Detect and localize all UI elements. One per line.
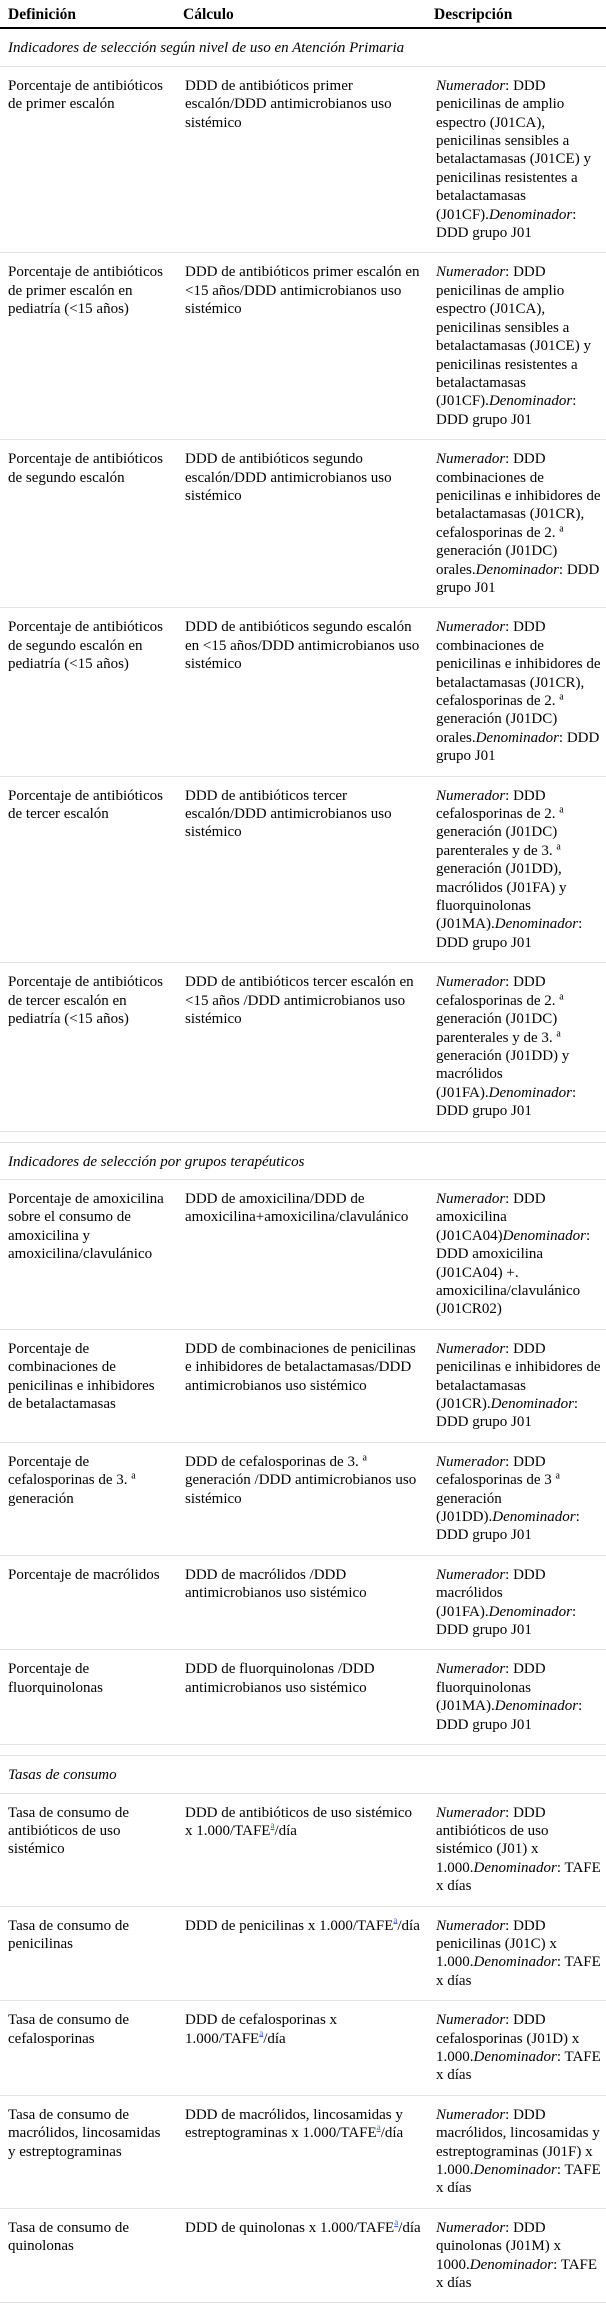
table-row — [0, 1650, 606, 1745]
numerador-label: Numerador — [436, 1804, 506, 1821]
table-row — [0, 1329, 606, 1442]
denominador-label: Denominador — [475, 729, 559, 746]
denominador-text: DDD amoxicilina (J01CA04) +. amoxicilina/clavulánico (J01CR02) — [436, 1246, 581, 1318]
section-title: Indicadores de selección según nivel de uso en Atención Primaria — [0, 28, 606, 66]
denominador-text: TAFE x días — [436, 2256, 598, 2292]
description-cell: Numerador: DDD cefalosporinas (J01D) x 1.000.Denominador: TAFE x días — [426, 2001, 606, 2096]
numerador-text: DDD macrólidos, lincosamidas y estreptograminas (J01F) x 1.000. — [436, 2106, 600, 2178]
numerador-text: DDD penicilinas e inhibidores de betalactamasas (J01CR). — [436, 1340, 601, 1412]
calculation-text: /día — [274, 1822, 297, 1839]
definition-cell: Porcentaje de fluorquinolonas — [0, 1650, 175, 1745]
numerador-text: generación (J01DD), macrólidos (J01FA) y fluorquinolonas (J01MA). — [436, 861, 567, 933]
calculation-cell: DDD de combinaciones de penicilinas e inhibidores de betalactamasas/DDD antimicrobianos uso sistémico — [175, 1329, 426, 1442]
table-row — [0, 253, 606, 440]
denominador-label: Denominador — [494, 916, 579, 933]
definition-text: Porcentaje de cefalosporinas de 3. — [8, 1453, 128, 1489]
description-cell: Numerador: DDD penicilinas de amplio espectro (J01CA), penicilinas sensibles a betalactamasas (J01CE) y penicilinas resistentes a betalactamasas (J01CF).Denominador: DDD grupo J01 — [426, 253, 606, 440]
table-row — [0, 1555, 606, 1650]
numerador-text: generación (J01DD) y macrólidos (J01FA). — [436, 1047, 570, 1101]
table-row — [0, 440, 606, 608]
numerador-label: Numerador — [436, 264, 506, 281]
denominador-text: DDD grupo J01 — [436, 1527, 532, 1544]
section-title: Indicadores de selección por grupos terapéuticos — [0, 1142, 606, 1179]
denominador-label: Denominador — [488, 1084, 572, 1101]
definition-cell: Tasa de consumo de antibióticos de uso sistémico — [0, 1793, 175, 1906]
calculation-cell: DDD de macrólidos /DDD antimicrobianos uso sistémico — [175, 1555, 426, 1650]
section-spacer — [0, 1745, 606, 1756]
numerador-text: DDD combinaciones de penicilinas e inhibidores de betalactamasas (J01CR), cefalosporinas de 2. — [436, 451, 601, 541]
numerador-text: DDD penicilinas (J01C) x 1.000. — [436, 1917, 557, 1971]
superscript-a: a — [559, 991, 564, 1003]
definition-cell: Porcentaje de antibióticos de segundo escalón — [0, 440, 175, 608]
calculation-cell: DDD de fluorquinolonas /DDD antimicrobianos uso sistémico — [175, 1650, 426, 1745]
table-header-row — [0, 0, 606, 28]
footnote-link[interactable]: a — [393, 1914, 398, 1925]
numerador-text: generación (J01DC) parenterales y de 3. — [436, 824, 558, 859]
definition-cell: Porcentaje de macrólidos — [0, 1555, 175, 1650]
definition-cell: Porcentaje de combinaciones de penicilinas e inhibidores de betalactamasas — [0, 1329, 175, 1442]
header-calculo: Cálculo — [175, 0, 426, 28]
numerador-text: generación (J01DC) parenterales y de 3. — [436, 1011, 558, 1046]
table-row — [0, 2208, 606, 2303]
denominador-label: Denominador — [473, 1859, 557, 1876]
numerador-label: Numerador — [436, 974, 506, 991]
calculation-text: DDD de antibióticos de uso sistémico x 1.000/TAFE — [185, 1804, 413, 1839]
definition-cell: Porcentaje de antibióticos de primer escalón — [0, 66, 175, 253]
description-cell: Numerador: DDD quinolonas (J01M) x 1000.Denominador: TAFE x días — [426, 2208, 606, 2303]
numerador-label: Numerador — [436, 1917, 506, 1934]
description-cell: Numerador: DDD penicilinas de amplio espectro (J01CA), penicilinas sensibles a betalactamasas (J01CE) y penicilinas resistentes a betalactamasas (J01CF).Denominador: DDD grupo J01 — [426, 66, 606, 253]
numerador-text: DDD fluorquinolonas (J01MA). — [436, 1661, 546, 1715]
denominador-text: DDD grupo J01 — [436, 1103, 532, 1120]
table-row — [0, 1906, 606, 2001]
numerador-label: Numerador — [436, 1566, 506, 1583]
denominador-text: DDD grupo J01 — [436, 729, 600, 765]
denominador-text: DDD grupo J01 — [436, 225, 532, 242]
definition-cell: Porcentaje de amoxicilina sobre el consumo de amoxicilina y amoxicilina/clavulánico — [0, 1179, 175, 1329]
denominador-text: DDD grupo J01 — [436, 561, 600, 596]
numerador-text: DDD penicilinas de amplio espectro (J01CA), penicilinas sensibles a betalactamasas (J01CE) y penicilinas resistentes a betalactamasas (J01CF). — [436, 77, 591, 223]
calculation-cell — [175, 2095, 426, 2208]
calculation-text: /día — [263, 2030, 286, 2047]
definition-cell: Porcentaje de antibióticos de primer escalón en pediatría (<15 años) — [0, 253, 175, 440]
denominador-label: Denominador — [502, 1227, 586, 1244]
table-row — [0, 2001, 606, 2096]
description-cell: Numerador: DDD macrólidos, lincosamidas y estreptograminas (J01F) x 1.000.Denominador: TAFE x días — [426, 2095, 606, 2208]
denominador-label: Denominador — [488, 1603, 572, 1620]
denominador-text: TAFE x días — [436, 1954, 601, 1989]
definition-cell: Porcentaje de antibióticos de segundo escalón en pediatría (<15 años) — [0, 608, 175, 776]
superscript-a: a — [555, 1470, 560, 1482]
numerador-label: Numerador — [436, 619, 506, 636]
numerador-text: DDD cefalosporinas de 2. — [436, 974, 556, 1009]
header-descripcion: Descripción — [426, 0, 606, 28]
calculation-cell: DDD de antibióticos primer escalón en <15 años/DDD antimicrobianos uso sistémico — [175, 253, 426, 440]
spacer-cell — [0, 1745, 606, 1756]
numerador-text: DDD cefalosporinas de 3 — [436, 1453, 552, 1489]
table-row — [0, 2095, 606, 2208]
denominador-label: Denominador — [473, 2162, 557, 2178]
numerador-label: Numerador — [436, 77, 506, 94]
section-title: Tasas de consumo — [0, 1756, 606, 1793]
denominador-text: DDD grupo J01 — [436, 1622, 532, 1639]
description-cell: Numerador: DDD cefalosporinas de 3 $^a$ generación (J01DD).Denominador: DDD grupo J01 — [426, 1442, 606, 1555]
calculation-text: DDD de cefalosporinas de 3. — [185, 1453, 359, 1470]
denominador-label: Denominador — [469, 2256, 554, 2273]
calculation-cell — [175, 2001, 426, 2096]
header-definicion: Definición — [0, 0, 175, 28]
calculation-text: generación /DDD antimicrobianos uso sistémico — [185, 1472, 417, 1507]
spacer-cell — [0, 1131, 606, 1142]
footnote-link[interactable]: a — [270, 1819, 275, 1830]
calculation-cell — [175, 1442, 426, 1555]
superscript-a: a — [559, 691, 564, 703]
definition-cell: Porcentaje de antibióticos de tercer escalón en pediatría (<15 años) — [0, 963, 175, 1131]
numerador-label: Numerador — [436, 451, 506, 468]
description-cell: Numerador: DDD fluorquinolonas (J01MA).Denominador: DDD grupo J01 — [426, 1650, 606, 1745]
superscript-a: a — [131, 1470, 136, 1482]
superscript-a: a — [556, 841, 561, 853]
definition-cell — [0, 1442, 175, 1555]
calculation-text: DDD de cefalosporinas x 1.000/TAFE — [185, 2012, 338, 2047]
calculation-cell — [175, 1793, 426, 1906]
denominador-text: TAFE x días — [436, 2048, 601, 2084]
denominador-label: Denominador — [473, 1954, 557, 1971]
description-cell: Numerador: DDD penicilinas (J01C) x 1.000.Denominador: TAFE x días — [426, 1906, 606, 2001]
numerador-text: DDD combinaciones de penicilinas e inhibidores de betalactamasas (J01CR), cefalosporinas de 2. — [436, 619, 601, 709]
calculation-cell: DDD de antibióticos primer escalón/DDD antimicrobianos uso sistémico — [175, 66, 426, 253]
description-cell: Numerador: DDD combinaciones de penicilinas e inhibidores de betalactamasas (J01CR), cefalosporinas de 2. $^a$ generación (J01DC) orales.Denominador: DDD grupo J01 — [426, 440, 606, 608]
numerador-label: Numerador — [436, 1453, 506, 1470]
table-row — [0, 66, 606, 253]
numerador-text: DDD antibióticos de uso sistémico (J01) x 1.000. — [436, 1804, 549, 1876]
numerador-label: Numerador — [436, 2106, 506, 2123]
numerador-label: Numerador — [436, 1190, 506, 1207]
table-row — [0, 776, 606, 963]
denominador-label: Denominador — [488, 393, 573, 410]
denominador-text: DDD grupo J01 — [436, 934, 532, 951]
section-header-tasas-consumo — [0, 1756, 606, 1793]
table-row — [0, 1793, 606, 1906]
calculation-text: /día — [380, 2125, 404, 2142]
superscript-a: a — [559, 804, 564, 816]
calculation-cell: DDD de antibióticos tercer escalón/DDD antimicrobianos uso sistémico — [175, 776, 426, 963]
denominador-text: DDD grupo J01 — [436, 411, 532, 428]
denominador-label: Denominador — [490, 1396, 574, 1412]
table-row — [0, 963, 606, 1131]
calculation-text: /día — [398, 2219, 421, 2236]
calculation-cell: DDD de antibióticos tercer escalón en <15 años /DDD antimicrobianos uso sistémico — [175, 963, 426, 1131]
numerador-text: generación (J01DC) orales. — [436, 543, 558, 578]
calculation-text: /día — [397, 1917, 420, 1934]
numerador-label: Numerador — [436, 2219, 506, 2236]
section-spacer — [0, 1131, 606, 1142]
denominador-text: DDD grupo J01 — [436, 1716, 532, 1733]
denominador-text: TAFE x días — [436, 1859, 601, 1895]
description-cell: Numerador: DDD macrólidos (J01FA).Denominador: DDD grupo J01 — [426, 1555, 606, 1650]
description-cell: Numerador: DDD combinaciones de penicilinas e inhibidores de betalactamasas (J01CR), cefalosporinas de 2. $^a$ generación (J01DC) orales.Denominador: DDD grupo J01 — [426, 608, 606, 776]
footnote-link[interactable]: a — [259, 2027, 264, 2038]
denominador-text: DDD grupo J01 — [436, 1414, 532, 1431]
footnote-link[interactable]: a — [376, 2122, 381, 2132]
denominador-label: Denominador — [488, 206, 573, 223]
table-row — [0, 1442, 606, 1555]
numerador-text: DDD cefalosporinas (J01D) x 1.000. — [436, 2012, 580, 2065]
definition-text: generación — [8, 1490, 74, 1507]
calculation-text: DDD de quinolonas x 1.000/TAFE — [185, 2219, 395, 2236]
section-header-atencion-primaria — [0, 28, 606, 66]
numerador-text: DDD amoxicilina (J01CA04) — [436, 1190, 546, 1244]
calculation-cell — [175, 2208, 426, 2303]
numerador-text: DDD penicilinas de amplio espectro (J01CA), penicilinas sensibles a betalactamasas (J01CE) y penicilinas resistentes a betalactamasas (J01CF). — [436, 264, 591, 410]
calculation-cell — [175, 1906, 426, 2001]
calculation-text: DDD de penicilinas x 1.000/TAFE — [185, 1917, 394, 1934]
numerador-text: generación (J01DD). — [436, 1490, 502, 1526]
description-cell: Numerador: DDD amoxicilina (J01CA04)Denominador: DDD amoxicilina (J01CA04) +. amoxicilina/clavulánico (J01CR02) — [426, 1179, 606, 1329]
numerador-label: Numerador — [436, 787, 506, 804]
superscript-a: a — [362, 1452, 367, 1464]
definition-cell: Tasa de consumo de quinolonas — [0, 2208, 175, 2303]
denominador-label: Denominador — [492, 1509, 576, 1526]
table-row — [0, 1179, 606, 1329]
description-cell: Numerador: DDD cefalosporinas de 2. $^a$ generación (J01DC) parenterales y de 3. $^a$ generación (J01DD), macrólidos (J01FA) y fluorquinolonas (J01MA).Denominador: DDD grupo J01 — [426, 776, 606, 963]
denominador-label: Denominador — [494, 1698, 579, 1715]
definition-cell: Tasa de consumo de macrólidos, lincosamidas y estreptograminas — [0, 2095, 175, 2208]
numerador-text: DDD quinolonas (J01M) x 1000. — [436, 2219, 561, 2273]
numerador-text: generación (J01DC) orales. — [436, 711, 558, 746]
numerador-label: Numerador — [436, 1340, 506, 1357]
numerador-text: DDD cefalosporinas de 2. — [436, 787, 556, 823]
denominador-label: Denominador — [475, 561, 559, 578]
calculation-cell: DDD de antibióticos segundo escalón en <15 años/DDD antimicrobianos uso sistémico — [175, 608, 426, 776]
denominador-text: TAFE x días — [436, 2162, 601, 2197]
calculation-text: DDD de macrólidos, lincosamidas y estreptograminas x 1.000/TAFE — [185, 2106, 403, 2142]
numerador-label: Numerador — [436, 2012, 506, 2029]
definition-cell: Tasa de consumo de cefalosporinas — [0, 2001, 175, 2096]
calculation-cell: DDD de amoxicilina/DDD de amoxicilina+amoxicilina/clavulánico — [175, 1179, 426, 1329]
numerador-label: Numerador — [436, 1661, 506, 1678]
description-cell: Numerador: DDD antibióticos de uso sistémico (J01) x 1.000.Denominador: TAFE x días — [426, 1793, 606, 1906]
denominador-label: Denominador — [473, 2048, 557, 2065]
table-row — [0, 608, 606, 776]
calculation-cell: DDD de antibióticos segundo escalón/DDD antimicrobianos uso sistémico — [175, 440, 426, 608]
section-header-grupos-terapeuticos — [0, 1142, 606, 1179]
footnote-link[interactable]: a — [394, 2216, 399, 2227]
numerador-text: DDD macrólidos (J01FA). — [436, 1566, 546, 1620]
definition-cell: Tasa de consumo de penicilinas — [0, 1906, 175, 2001]
definition-cell: Porcentaje de antibióticos de tercer escalón — [0, 776, 175, 963]
description-cell: Numerador: DDD cefalosporinas de 2. $^a$ generación (J01DC) parenterales y de 3. $^a$ generación (J01DD) y macrólidos (J01FA).Denominador: DDD grupo J01 — [426, 963, 606, 1131]
superscript-a: a — [556, 1028, 561, 1039]
superscript-a: a — [559, 523, 564, 535]
description-cell: Numerador: DDD penicilinas e inhibidores de betalactamasas (J01CR).Denominador: DDD grupo J01 — [426, 1329, 606, 1442]
